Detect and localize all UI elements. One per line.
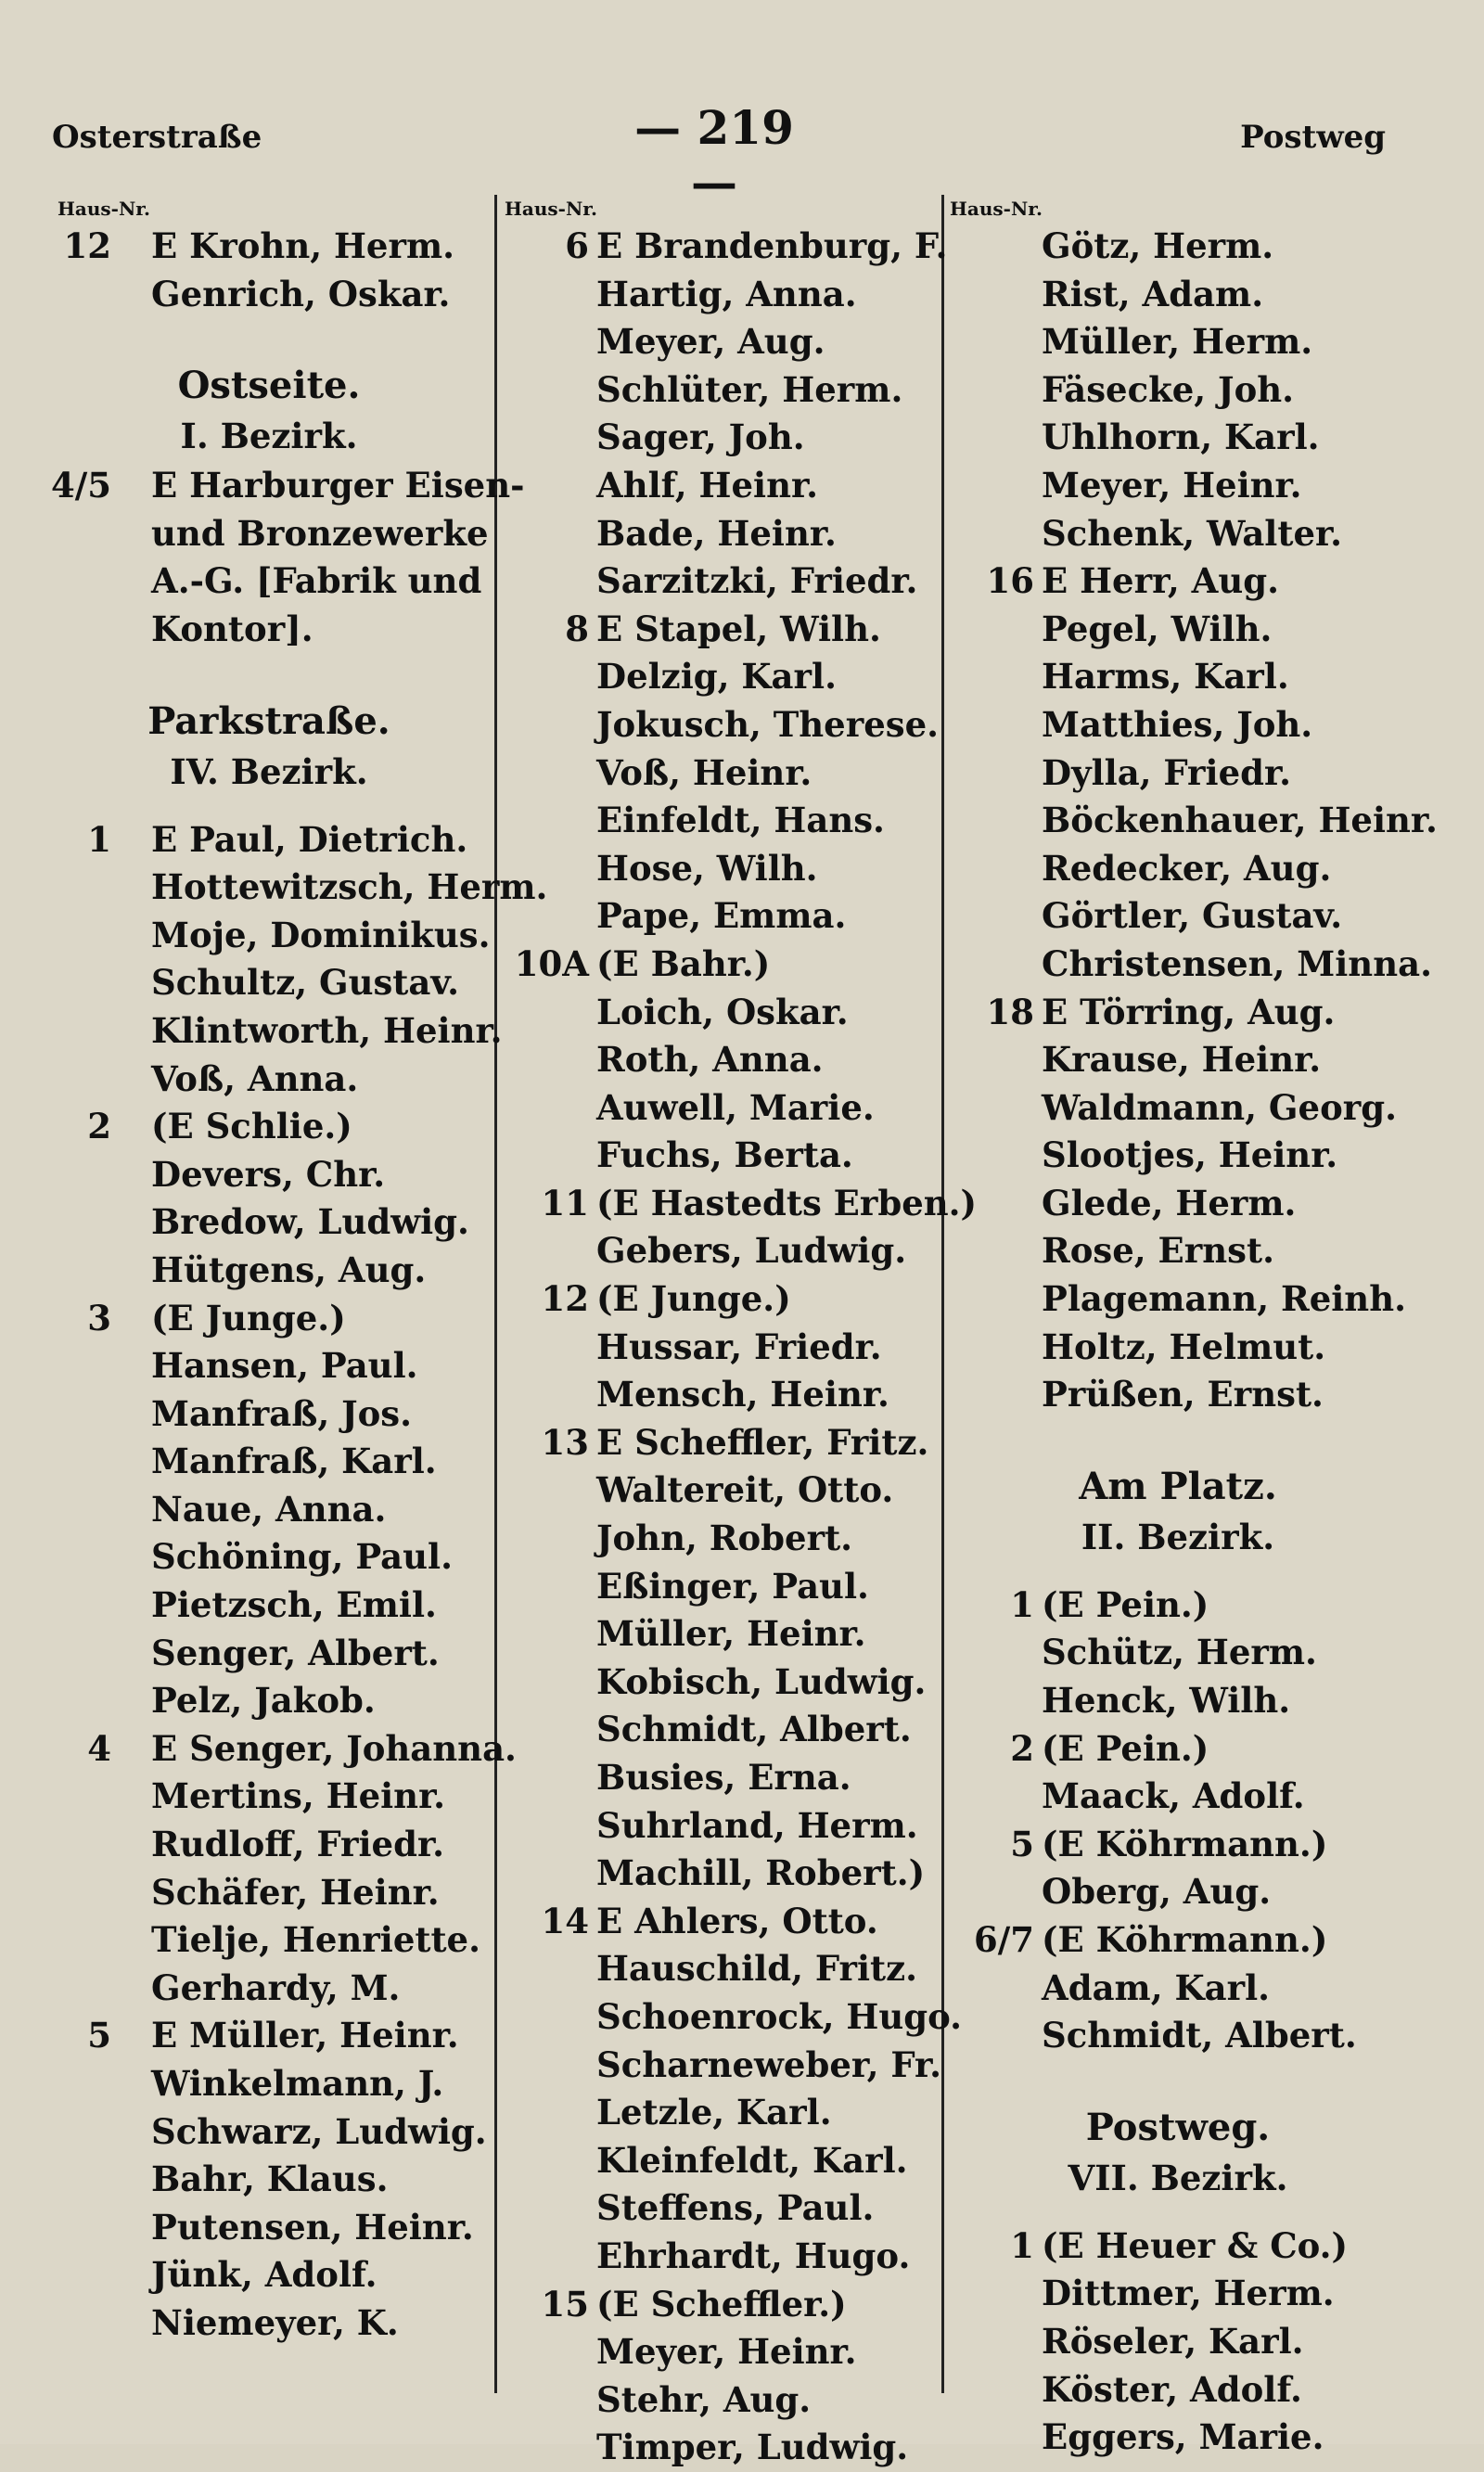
resident-name: E Ahlers, Otto.	[596, 1900, 878, 1941]
directory-entry	[37, 1438, 501, 1486]
resident-name: Waltereit, Otto.	[596, 1469, 894, 1511]
directory-entry	[37, 1869, 501, 1917]
directory-entry	[501, 1324, 955, 1372]
resident-name: Putensen, Heinr.	[151, 2206, 474, 2248]
resident-name: Bahr, Klaus.	[151, 2158, 389, 2200]
directory-entry	[37, 223, 501, 271]
resident-name: Bredow, Ludwig.	[151, 1201, 469, 1243]
resident-name: Dittmer, Herm.	[1042, 2273, 1335, 2314]
resident-name: E Harburger Eisen-	[151, 465, 525, 506]
directory-entry	[946, 1868, 1410, 1916]
resident-name: Mertins, Heinr.	[151, 1775, 446, 1817]
directory-entry	[946, 606, 1410, 654]
resident-name: Hussar, Friedr.	[596, 1326, 882, 1367]
district-heading: IV. Bezirk.	[170, 750, 368, 792]
directory-entry	[946, 1180, 1410, 1228]
house-number: 15	[541, 2283, 589, 2325]
resident-name: Maack, Adolf.	[1042, 1775, 1305, 1817]
resident-name: Busies, Erna.	[596, 1757, 851, 1798]
resident-name: Kontor].	[151, 608, 313, 649]
resident-name: Ahlf, Heinr.	[596, 464, 818, 506]
resident-name: (E Pein.)	[1042, 1583, 1209, 1625]
resident-name: Gerhardy, M.	[151, 1966, 401, 2008]
resident-name: Plagemann, Reinh.	[1042, 1278, 1406, 1320]
directory-entry	[37, 1773, 501, 1821]
directory-entry	[946, 1821, 1410, 1869]
resident-name: Pelz, Jakob.	[151, 1680, 376, 1722]
resident-name: Winkelmann, J.	[151, 2063, 444, 2104]
resident-name: (E Hastedts Erben.)	[596, 1182, 978, 1223]
resident-name: Adam, Karl.	[1042, 1966, 1271, 2008]
directory-entry	[501, 510, 955, 558]
header-street-left: Osterstraße	[52, 119, 262, 156]
resident-name: Rist, Adam.	[1042, 273, 1264, 314]
directory-entry	[501, 2281, 955, 2329]
directory-entry	[946, 2222, 1410, 2271]
directory-entry	[37, 1007, 501, 1056]
directory-entry	[946, 749, 1410, 798]
house-number: 18	[986, 991, 1034, 1032]
house-number: 14	[541, 1900, 589, 1941]
directory-entry	[501, 1898, 955, 1946]
resident-name: Holtz, Helmut.	[1042, 1326, 1326, 1367]
directory-entry	[946, 2012, 1410, 2060]
house-number: 13	[541, 1421, 589, 1463]
resident-name: Voß, Heinr.	[596, 751, 812, 793]
directory-entry	[946, 366, 1410, 415]
resident-name: E Herr, Aug.	[1042, 560, 1280, 602]
resident-name: Harms, Karl.	[1042, 656, 1289, 698]
directory-entry	[37, 1582, 501, 1630]
directory-entry	[946, 845, 1410, 893]
directory-entry	[946, 223, 1410, 271]
directory-entry	[37, 1965, 501, 2013]
directory-entry	[501, 271, 955, 319]
resident-name: Moje, Dominikus.	[151, 914, 491, 955]
resident-name: Schöning, Paul.	[151, 1536, 453, 1578]
directory-entry	[501, 1467, 955, 1515]
house-number: 2	[87, 1106, 111, 1147]
resident-name: (E Heuer & Co.)	[1042, 2224, 1349, 2266]
directory-entry	[37, 1390, 501, 1439]
directory-entry	[37, 1486, 501, 1534]
directory-entry	[37, 1056, 501, 1104]
resident-name: Senger, Albert.	[151, 1632, 440, 1673]
section-heading: Parkstraße.	[147, 698, 390, 743]
resident-name: Tielje, Henriette.	[151, 1919, 480, 1961]
resident-name: (E Junge.)	[596, 1278, 791, 1320]
house-number: 2	[1010, 1727, 1034, 1769]
directory-entry	[501, 797, 955, 845]
directory-entry	[501, 2233, 955, 2281]
column-2	[501, 195, 978, 2472]
house-number: 6/7	[973, 1919, 1034, 1960]
entry-list	[501, 223, 978, 2472]
district-heading: VII. Bezirk.	[1068, 2157, 1288, 2198]
resident-name: (E Schlie.)	[151, 1106, 352, 1147]
resident-name: (E Köhrmann.)	[1042, 1823, 1328, 1864]
directory-entry	[501, 941, 955, 989]
resident-name: Slootjes, Heinr.	[1042, 1134, 1338, 1176]
directory-entry	[37, 912, 501, 960]
directory-entry	[946, 1677, 1410, 1725]
resident-name: Gebers, Ludwig.	[596, 1230, 907, 1272]
directory-entry	[37, 959, 501, 1007]
house-number: 11	[541, 1182, 589, 1223]
directory-entry	[37, 557, 501, 606]
resident-name: Schultz, Gustav.	[151, 962, 460, 1004]
resident-name: Müller, Heinr.	[596, 1613, 866, 1655]
resident-name: Hartig, Anna.	[596, 273, 857, 314]
resident-name: E Paul, Dietrich.	[151, 818, 468, 860]
resident-name: (E Bahr.)	[596, 942, 771, 984]
house-number: 1	[1010, 1583, 1034, 1625]
directory-entry	[37, 1916, 501, 1965]
directory-entry	[501, 701, 955, 749]
directory-entry	[37, 1198, 501, 1247]
resident-name: Schlüter, Herm.	[596, 368, 903, 410]
directory-entry	[37, 1725, 517, 1774]
directory-entry	[501, 989, 955, 1037]
directory-entry	[946, 1629, 1410, 1677]
resident-name: Henck, Wilh.	[1042, 1680, 1291, 1722]
directory-entry	[37, 2012, 501, 2060]
resident-name: (E Scheffler.)	[596, 2283, 847, 2325]
resident-name: A.-G. [Fabrik und	[151, 560, 482, 602]
resident-name: Pape, Emma.	[596, 895, 847, 937]
directory-entry	[501, 1515, 955, 1563]
resident-name: Böckenhauer, Heinr.	[1042, 800, 1438, 841]
directory-entry	[501, 1993, 963, 2042]
resident-name: Sager, Joh.	[596, 416, 805, 458]
resident-name: Schütz, Herm.	[1042, 1632, 1317, 1673]
resident-name: John, Robert.	[596, 1518, 853, 1559]
directory-entry	[37, 864, 548, 912]
resident-name: Devers, Chr.	[151, 1153, 386, 1195]
directory-entry	[946, 2366, 1410, 2414]
directory-entry	[501, 845, 955, 893]
resident-name: Meyer, Aug.	[596, 321, 825, 363]
resident-name: Auwell, Marie.	[596, 1086, 875, 1128]
column-3	[946, 195, 1438, 2462]
directory-entry	[37, 462, 525, 510]
resident-name: Uhlhorn, Karl.	[1042, 416, 1320, 458]
resident-name: Genrich, Oskar.	[151, 273, 451, 314]
directory-entry	[946, 462, 1410, 510]
directory-entry	[501, 366, 955, 415]
resident-name: E Brandenburg, F.	[596, 225, 948, 266]
resident-name: Sarzitzki, Friedr.	[596, 560, 918, 602]
district-heading: II. Bezirk.	[1081, 1516, 1275, 1557]
resident-name: Jünk, Adolf.	[151, 2254, 377, 2296]
house-number: 4/5	[50, 465, 111, 506]
directory-entry	[946, 701, 1410, 749]
resident-name: Matthies, Joh.	[1042, 703, 1313, 745]
directory-entry	[37, 510, 501, 558]
directory-entry	[37, 1677, 501, 1725]
resident-name: und Bronzewerke	[151, 512, 489, 554]
directory-entry	[37, 1821, 501, 1869]
directory-entry	[501, 2424, 955, 2472]
resident-name: Köster, Adolf.	[1042, 2368, 1302, 2410]
resident-name: Oberg, Aug.	[1042, 1871, 1272, 1913]
directory-entry	[501, 2328, 955, 2376]
resident-name: Waldmann, Georg.	[1042, 1086, 1397, 1128]
entry-list	[946, 1582, 1410, 2060]
directory-entry	[37, 1247, 501, 1295]
resident-name: Scharneweber, Fr.	[596, 2043, 942, 2085]
resident-name: (E Junge.)	[151, 1297, 346, 1338]
header-street-right: Postweg	[1240, 119, 1386, 156]
resident-name: Müller, Herm.	[1042, 321, 1313, 363]
column-1	[37, 195, 548, 2348]
directory-entry	[501, 1754, 955, 1802]
resident-name: Einfeldt, Hans.	[596, 800, 885, 841]
hausnr-label: Haus-Nr.	[950, 198, 1043, 220]
resident-name: Schäfer, Heinr.	[151, 1871, 440, 1913]
directory-entry	[946, 1582, 1410, 1630]
directory-entry	[37, 271, 501, 319]
resident-name: Schwarz, Ludwig.	[151, 2110, 487, 2152]
resident-name: (E Pein.)	[1042, 1727, 1209, 1769]
resident-name: Timper, Ludwig.	[596, 2427, 909, 2468]
resident-name: E Törring, Aug.	[1042, 991, 1336, 1032]
resident-name: Loich, Oskar.	[596, 991, 849, 1032]
directory-entry	[946, 2270, 1410, 2318]
directory-entry	[501, 462, 955, 510]
directory-entry	[946, 1725, 1410, 1774]
directory-entry	[501, 2042, 955, 2090]
resident-name: Pegel, Wilh.	[1042, 608, 1273, 649]
directory-entry	[501, 1180, 978, 1228]
directory-entry	[501, 2137, 955, 2185]
house-number: 5	[87, 2015, 111, 2056]
resident-name: Prüßen, Ernst.	[1042, 1374, 1324, 1415]
resident-name: Machill, Robert.)	[596, 1852, 926, 1894]
entry-list	[37, 816, 548, 2348]
resident-name: Letzle, Karl.	[596, 2092, 832, 2133]
directory-entry	[501, 1036, 955, 1084]
directory-entry	[946, 941, 1432, 989]
resident-name: Roth, Anna.	[596, 1039, 824, 1081]
directory-entry	[946, 271, 1410, 319]
house-number: 3	[87, 1297, 111, 1338]
directory-entry	[37, 1103, 501, 1151]
directory-entry	[501, 2376, 955, 2425]
entry-list	[37, 462, 525, 653]
resident-name: Klintworth, Heinr.	[151, 1009, 503, 1051]
directory-entry	[501, 749, 955, 798]
directory-entry	[501, 1659, 955, 1707]
resident-name: Fuchs, Berta.	[596, 1134, 853, 1176]
directory-entry	[501, 414, 955, 462]
resident-name: Stehr, Aug.	[596, 2378, 812, 2420]
house-number: 1	[1010, 2224, 1034, 2266]
resident-name: Steffens, Paul.	[596, 2187, 875, 2229]
directory-entry	[946, 414, 1410, 462]
directory-entry	[501, 1802, 955, 1851]
resident-name: E Scheffler, Fritz.	[596, 1421, 929, 1463]
directory-entry	[946, 1916, 1410, 1965]
resident-name: Voß, Anna.	[151, 1057, 359, 1099]
house-number: 4	[87, 1727, 111, 1769]
hausnr-label: Haus-Nr.	[58, 198, 150, 220]
directory-entry	[501, 606, 955, 654]
house-number: 10A	[514, 942, 589, 984]
resident-name: Görtler, Gustav.	[1042, 895, 1343, 937]
resident-name: Naue, Anna.	[151, 1488, 387, 1530]
house-number: 6	[565, 225, 589, 266]
directory-entry	[946, 2414, 1410, 2462]
directory-entry	[501, 557, 955, 606]
section-heading: Am Platz.	[1079, 1464, 1277, 1508]
directory-entry	[37, 2060, 501, 2108]
resident-name: Manfraß, Karl.	[151, 1441, 437, 1482]
directory-entry	[946, 1773, 1410, 1821]
resident-name: Krause, Heinr.	[1042, 1039, 1322, 1081]
directory-entry	[501, 2184, 955, 2233]
resident-name: Suhrland, Herm.	[596, 1804, 918, 1846]
resident-name: Schenk, Walter.	[1042, 512, 1342, 554]
directory-entry	[501, 1563, 955, 1611]
directory-entry	[946, 1275, 1410, 1324]
directory-entry	[946, 1965, 1410, 2013]
directory-entry	[501, 318, 955, 366]
resident-name: Schmidt, Albert.	[596, 1709, 912, 1750]
resident-name: Schmidt, Albert.	[1042, 2015, 1357, 2056]
directory-entry	[37, 606, 501, 654]
directory-entry	[946, 1132, 1410, 1180]
directory-entry	[501, 1084, 955, 1133]
directory-entry	[946, 1324, 1410, 1372]
section-heading: Postweg.	[1085, 2105, 1271, 2149]
resident-name: Mensch, Heinr.	[596, 1374, 889, 1415]
house-number: 12	[541, 1278, 589, 1320]
directory-entry	[501, 1706, 955, 1754]
page-number: — 219 —	[634, 100, 794, 210]
directory-entry	[501, 1945, 955, 1993]
house-number: 16	[986, 560, 1034, 602]
entry-list	[946, 2222, 1410, 2462]
directory-entry	[37, 2204, 501, 2252]
resident-name: Redecker, Aug.	[1042, 847, 1332, 889]
resident-name: Christensen, Minna.	[1042, 942, 1432, 984]
directory-entry	[946, 797, 1438, 845]
resident-name: Ehrhardt, Hugo.	[596, 2235, 911, 2276]
directory-entry	[946, 557, 1410, 606]
directory-entry	[501, 1850, 955, 1898]
house-number: 8	[565, 608, 589, 649]
resident-name: Kobisch, Ludwig.	[596, 1660, 927, 1702]
entry-list	[946, 223, 1438, 1419]
resident-name: Schoenrock, Hugo.	[596, 1995, 963, 2037]
resident-name: Hottewitzsch, Herm.	[151, 866, 548, 908]
directory-entry	[946, 1371, 1410, 1419]
hausnr-label: Haus-Nr.	[505, 198, 597, 220]
directory-entry	[946, 1084, 1410, 1133]
directory-entry	[37, 2156, 501, 2204]
resident-name: Röseler, Karl.	[1042, 2320, 1304, 2362]
resident-name: Jokusch, Therese.	[596, 703, 940, 745]
directory-entry	[501, 2089, 955, 2137]
directory-entry	[946, 2318, 1410, 2366]
directory-entry	[946, 989, 1410, 1037]
directory-entry	[37, 816, 501, 865]
house-number: 1	[87, 818, 111, 860]
directory-entry	[501, 1132, 955, 1180]
directory-entry	[37, 2299, 501, 2348]
directory-entry	[501, 1227, 955, 1275]
house-number: 5	[1010, 1823, 1034, 1864]
directory-entry	[37, 1342, 501, 1390]
directory-entry	[946, 1227, 1410, 1275]
directory-entry	[37, 1533, 501, 1582]
directory-entry	[37, 1151, 501, 1199]
directory-entry	[946, 1036, 1410, 1084]
directory-entry	[946, 892, 1410, 941]
resident-name: (E Köhrmann.)	[1042, 1919, 1328, 1960]
district-heading: I. Bezirk.	[180, 416, 358, 457]
resident-name: Hauschild, Fritz.	[596, 1948, 917, 1990]
directory-entry	[501, 1371, 955, 1419]
resident-name: Rudloff, Friedr.	[151, 1824, 444, 1865]
resident-name: Fäsecke, Joh.	[1042, 368, 1295, 410]
directory-entry	[501, 223, 955, 271]
resident-name: Rose, Ernst.	[1042, 1230, 1274, 1272]
directory-entry	[946, 318, 1410, 366]
directory-entry	[501, 1419, 955, 1467]
directory-entry	[37, 1295, 501, 1343]
resident-name: Meyer, Heinr.	[596, 2331, 857, 2373]
resident-name: Bade, Heinr.	[596, 512, 837, 554]
resident-name: Hansen, Paul.	[151, 1345, 418, 1387]
resident-name: Glede, Herm.	[1042, 1182, 1297, 1223]
directory-entry	[946, 653, 1410, 701]
resident-name: E Müller, Heinr.	[151, 2015, 459, 2056]
resident-name: Kleinfeldt, Karl.	[596, 2139, 908, 2181]
resident-name: E Senger, Johanna.	[151, 1727, 517, 1769]
resident-name: Eggers, Marie.	[1042, 2416, 1324, 2458]
directory-entry	[37, 2108, 501, 2157]
resident-name: Hütgens, Aug.	[151, 1249, 427, 1290]
resident-name: Delzig, Karl.	[596, 656, 837, 698]
resident-name: Dylla, Friedr.	[1042, 751, 1291, 793]
resident-name: Pietzsch, Emil.	[151, 1584, 437, 1626]
directory-entry	[37, 2251, 501, 2299]
section-heading: Ostseite.	[177, 364, 361, 408]
resident-name: Hose, Wilh.	[596, 847, 818, 889]
resident-name: Manfraß, Jos.	[151, 1392, 412, 1434]
directory-entry	[501, 1275, 955, 1324]
directory-entry	[37, 1630, 501, 1678]
resident-name: E Krohn, Herm.	[151, 225, 455, 266]
directory-entry	[501, 892, 955, 941]
entry-list	[37, 223, 501, 318]
resident-name: Eßinger, Paul.	[596, 1565, 869, 1607]
resident-name: E Stapel, Wilh.	[596, 608, 881, 649]
directory-entry	[501, 1610, 955, 1659]
directory-entry	[946, 510, 1410, 558]
directory-entry	[501, 653, 955, 701]
resident-name: Niemeyer, K.	[151, 2301, 399, 2343]
resident-name: Götz, Herm.	[1042, 225, 1274, 266]
resident-name: Meyer, Heinr.	[1042, 464, 1302, 506]
house-number: 12	[63, 225, 111, 266]
